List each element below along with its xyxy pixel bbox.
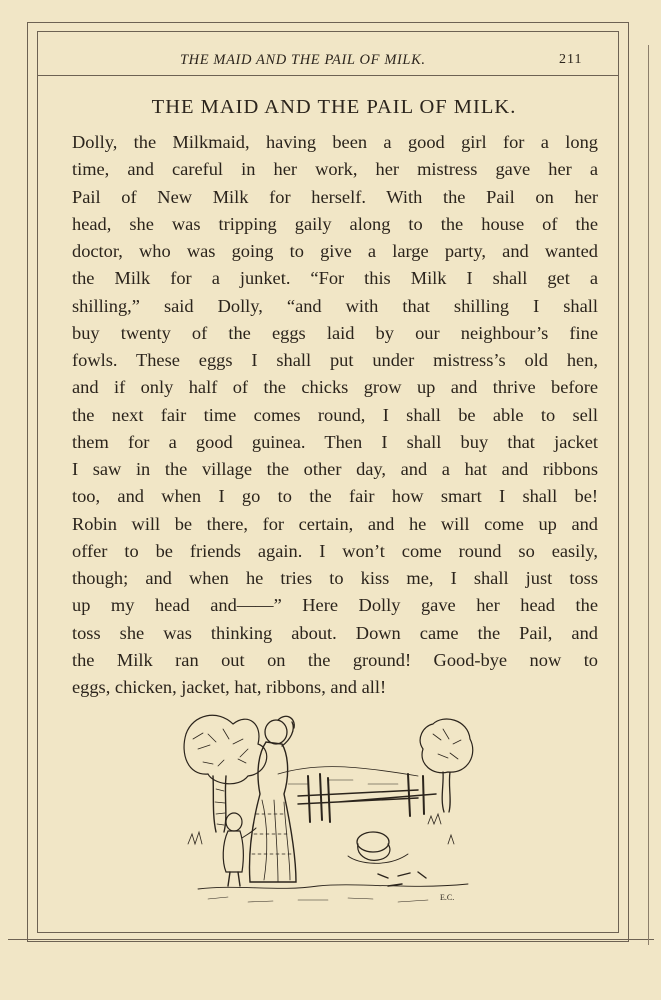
body-line: toss she was thinking about. Down came the Pail, and [72,622,598,643]
body-line: the Milk ran out on the ground! Good-bye now to [72,649,598,670]
artist-signature: E.C. [440,893,455,902]
header-rule [37,75,618,76]
body-line: and if only half of the chicks grow up and thrive before [72,377,598,398]
body-line: though; and when he tries to kiss me, I shall just toss [72,568,598,588]
running-head: THE MAID AND THE PAIL OF MILK. [180,52,426,68]
body-line: buy twenty of the eggs laid by our neighbour’s fine [72,322,598,343]
body-line: time, and careful in her work, her mistress gave her a [72,159,598,180]
milkmaid-engraving [178,704,480,912]
body-line: them for a good guinea. Then I shall buy that jacket [72,431,598,452]
body-line: too, and when I go to the fair how smart I shall be! [72,486,598,507]
body-line: I saw in the village the other day, and a hat and ribbons [72,459,598,479]
body-line: shilling,” said Dolly, “and with that shilling I shall [72,295,598,316]
body-line: offer to be friends again. I won’t come round so easily, [72,540,598,561]
body-line: the next fair time comes round, I shall be able to sell [72,404,598,425]
body-line: Pail of New Milk for herself. With the Pail on her [72,186,598,207]
page-edge-line [648,45,649,945]
page-number: 211 [559,52,583,67]
story-title: THE MAID AND THE PAIL OF MILK. [151,96,517,118]
body-line: fowls. These eggs I shall put under mistress’s old hen, [72,350,598,370]
body-line: head, she was tripping gaily along to the house of the [72,213,598,234]
body-line: Robin will be there, for certain, and he will come up and [72,513,598,534]
body-line: up my head and——” Here Dolly gave her head the [72,595,598,616]
body-line: doctor, who was going to give a large party, and wanted [72,241,598,261]
body-line: Dolly, the Milkmaid, having been a good girl for a long [72,132,598,152]
body-line: eggs, chicken, jacket, hat, ribbons, and all! [72,677,387,697]
bottom-rule [8,939,654,940]
body-line: the Milk for a junket. “For this Milk I shall get a [72,268,598,289]
story-body [72,129,598,701]
